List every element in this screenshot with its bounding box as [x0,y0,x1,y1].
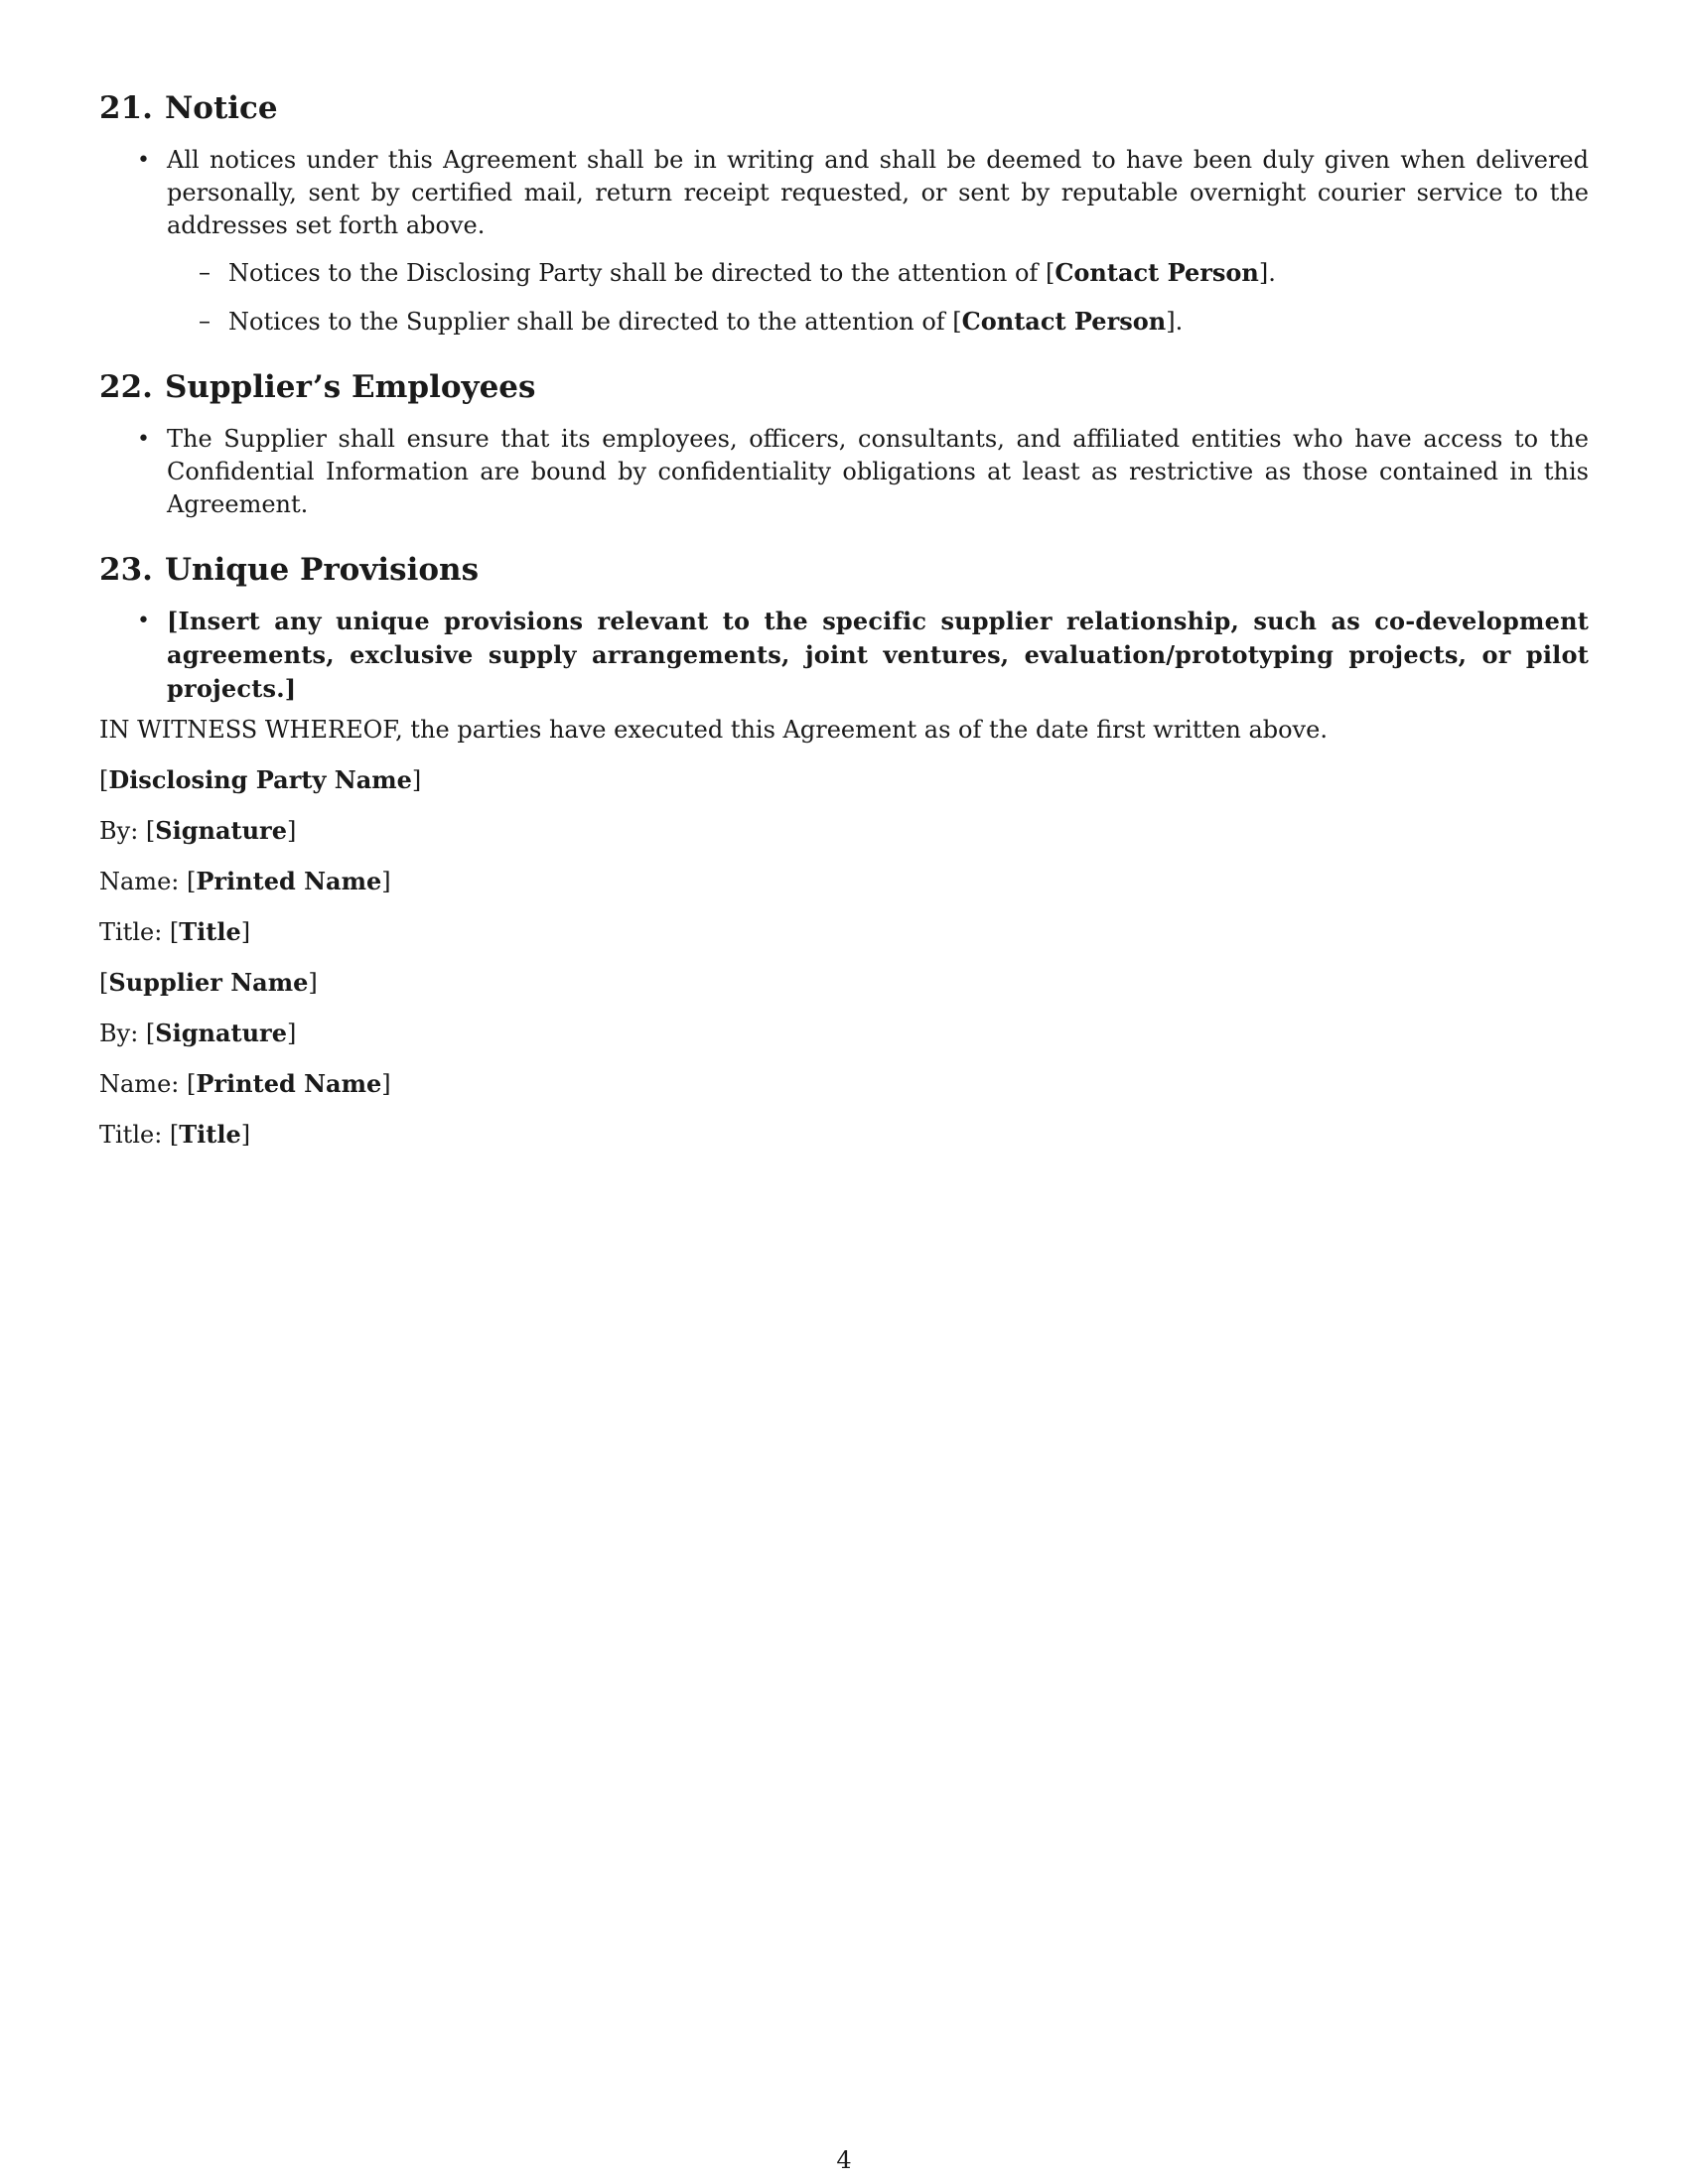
by-label: By: [99,1020,139,1048]
list-item [99,423,1589,521]
section-title: Unique Provisions [164,551,480,588]
section-heading [99,89,1589,128]
list-item [99,605,1589,706]
sub-item-suffix: . [1268,258,1276,287]
party-name: Supplier Name [108,968,309,998]
section-number: 21. [99,90,153,126]
section-title: Notice [164,90,278,126]
party-name-line: [Disclosing Party Name] [99,765,422,795]
sub-item-suffix: . [1175,307,1184,336]
name-line: Name: [Printed Name] [99,1069,391,1099]
bullet-list [99,423,1589,521]
printed-name-placeholder: Printed Name [196,867,382,896]
section-unique-provisions [99,551,1589,707]
section-heading [99,551,1589,590]
placeholder-contact-person: Contact Person [961,306,1167,336]
bullet-text: The Supplier shall ensure that its employees, officers, consultants, and affiliated entities who have access to the Confidential Information are bound by confidentiality obligations at least as restrictive as those contained in this Agreement. [167,424,1589,518]
by-line: By: [Signature] [99,816,297,846]
title-label: Title: [99,1121,163,1150]
signature-placeholder: Signature [155,1019,287,1048]
section-heading [99,368,1589,407]
bullet-list [99,144,1589,339]
unique-provisions-placeholder: [Insert any unique provisions relevant to the specific supplier relationship, such as co-development agreements, exclusive supply arrangements, joint ventures, evaluation/prototyping projects, or pilot projects.] [167,607,1589,704]
page-number: 4 [836,2146,852,2174]
list-item [99,144,1589,339]
document-page [99,89,1589,1168]
section-number: 23. [99,551,153,588]
witness-clause: IN WITNESS WHEREOF, the parties have executed this Agreement as of the date first written above. [99,716,1328,745]
dash-icon: – [199,306,211,335]
title-line: Title: [Title] [99,1120,251,1150]
section-notice [99,89,1589,339]
dash-icon: – [199,257,211,286]
sub-item-text: Notices to the Disclosing Party shall be directed to the attention of [228,258,1046,287]
title-line: Title: [Title] [99,917,251,947]
by-label: By: [99,817,139,846]
bullet-icon: • [137,426,150,452]
sub-list-item: – Notices to the Disclosing Party shall be directed to the attention of [Contact Person]. [199,257,1276,287]
bullet-icon: • [137,147,150,173]
title-label: Title: [99,918,163,947]
signature-block-disclosing-party [99,763,1589,949]
bullet-text: All notices under this Agreement shall be in writing and shall be deemed to have been duly given when delivered personally, sent by certified mail, return receipt requested, or sent by reputable overnight courier service to the addresses set forth above. [167,145,1589,239]
name-line: Name: [Printed Name] [99,867,391,896]
signature-placeholder: Signature [155,816,287,846]
section-suppliers-employees [99,368,1589,521]
section-title: Supplier’s Employees [164,368,536,405]
name-label: Name: [99,1070,180,1099]
placeholder-contact-person: Contact Person [1055,257,1259,287]
sub-item-text: Notices to the Supplier shall be directed to the attention of [228,307,953,336]
printed-name-placeholder: Printed Name [196,1069,382,1099]
section-number: 22. [99,368,153,405]
signature-block-supplier [99,966,1589,1152]
title-placeholder: Title [179,917,241,947]
party-name: Disclosing Party Name [108,765,412,795]
sub-list-item: – Notices to the Supplier shall be directed to the attention of [Contact Person]. [199,306,1184,336]
name-label: Name: [99,868,180,896]
title-placeholder: Title [179,1120,241,1150]
bullet-icon: • [137,609,150,634]
party-name-line: [Supplier Name] [99,968,318,998]
sub-list [167,256,1589,339]
bullet-list [99,605,1589,706]
by-line: By: [Signature] [99,1019,297,1048]
